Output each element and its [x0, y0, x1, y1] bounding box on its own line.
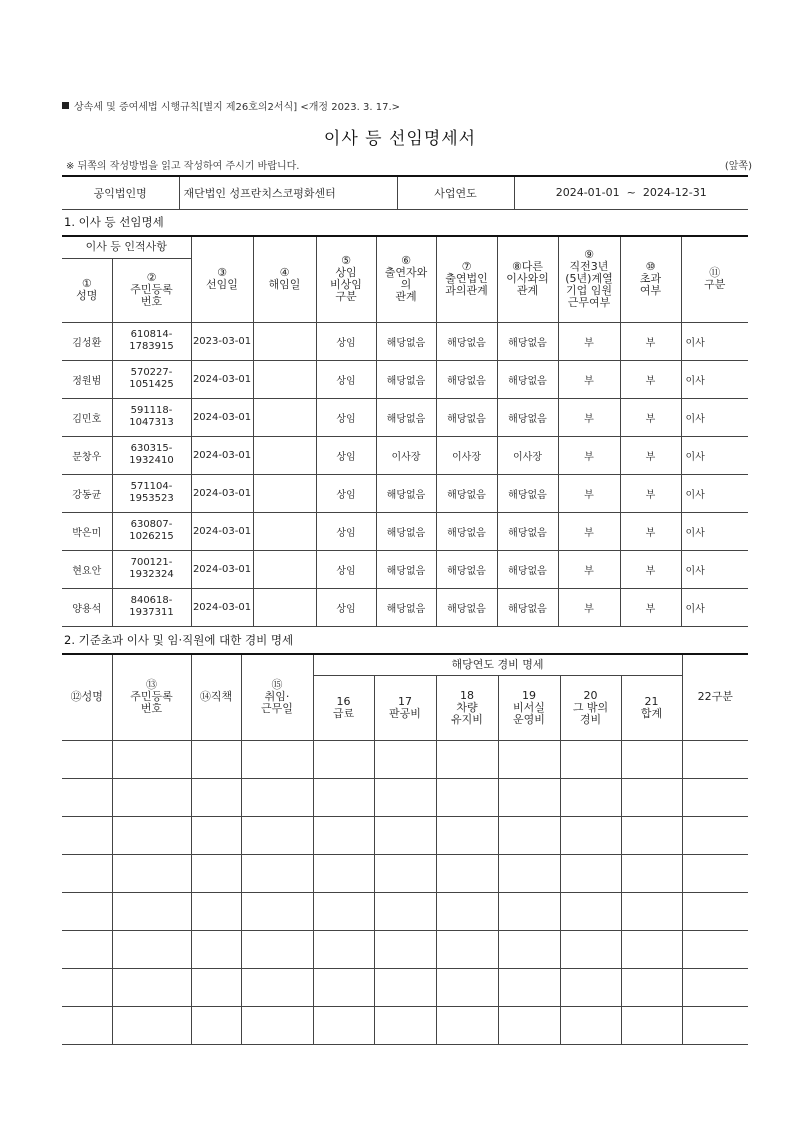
empty-cell: [682, 740, 748, 778]
cell-type: 이사: [681, 550, 748, 588]
cell-relation-donor: 해당없음: [376, 474, 436, 512]
corp-name-value: 재단법인 성프란치스코평화센터: [179, 176, 397, 209]
cell-relation-director: 이사장: [497, 436, 558, 474]
cell-dismiss-date: [253, 512, 316, 550]
cell-dismiss-date: [253, 436, 316, 474]
corp-info-table: [62, 175, 748, 210]
cell-relation-director: 해당없음: [497, 550, 558, 588]
cell-rrn: 630807- 1026215: [112, 512, 191, 550]
cell-affiliate-exec: 부: [558, 360, 620, 398]
cell-appoint-date: 2023-03-01: [191, 322, 253, 360]
cell-affiliate-exec: 부: [558, 512, 620, 550]
cell-relation-corp: 해당없음: [436, 398, 497, 436]
empty-cell: [436, 816, 498, 854]
cell-exceed: 부: [620, 398, 681, 436]
empty-cell: [436, 778, 498, 816]
cell-standing: 상임: [316, 436, 376, 474]
cell-relation-corp: 해당없음: [436, 588, 497, 626]
cell-exceed: 부: [620, 360, 681, 398]
cell-type: 이사: [681, 436, 748, 474]
personal-info-group-header: 이사 등 인적사항: [62, 236, 191, 258]
empty-cell: [436, 740, 498, 778]
empty-cell: [436, 892, 498, 930]
empty-cell: [191, 892, 241, 930]
cell-relation-director: 해당없음: [497, 398, 558, 436]
empty-cell: [313, 892, 374, 930]
cell-relation-director: 해당없음: [497, 322, 558, 360]
table-row: [62, 512, 748, 550]
header-standing: ⑤ 상임 비상임 구분: [316, 236, 376, 322]
corp-name-label: 공익법인명: [62, 176, 179, 209]
empty-cell: [621, 1006, 682, 1044]
cell-rrn: 700121- 1932324: [112, 550, 191, 588]
empty-cell: [62, 892, 112, 930]
empty-cell: [313, 930, 374, 968]
empty-cell: [313, 854, 374, 892]
cell-rrn: 610814- 1783915: [112, 322, 191, 360]
cell-appoint-date: 2024-03-01: [191, 512, 253, 550]
cell-relation-director: 해당없음: [497, 588, 558, 626]
header-rrn: ② 주민등록 번호: [112, 258, 191, 322]
empty-cell: [191, 930, 241, 968]
cell-dismiss-date: [253, 398, 316, 436]
empty-cell: [560, 930, 621, 968]
empty-cell: [374, 892, 436, 930]
fiscal-year-value: 2024-01-01 ~ 2024-12-31: [514, 176, 748, 209]
cell-type: 이사: [681, 322, 748, 360]
table-row: [62, 550, 748, 588]
empty-cell: [112, 892, 191, 930]
empty-cell: [621, 930, 682, 968]
cell-standing: 상임: [316, 550, 376, 588]
empty-cell: [682, 892, 748, 930]
header-type: ⑪ 구분: [681, 236, 748, 322]
cell-standing: 상임: [316, 322, 376, 360]
director-appointment-table: [62, 235, 748, 627]
empty-cell: [241, 930, 313, 968]
cell-relation-director: 해당없음: [497, 512, 558, 550]
empty-cell: [560, 740, 621, 778]
header-other-expense: 20 그 밖의 경비: [560, 675, 621, 740]
empty-cell: [112, 816, 191, 854]
table-row: [62, 968, 748, 1006]
cell-exceed: 부: [620, 322, 681, 360]
empty-cell: [374, 740, 436, 778]
cell-name: 강동균: [62, 474, 112, 512]
empty-cell: [621, 816, 682, 854]
empty-cell: [191, 778, 241, 816]
empty-cell: [241, 816, 313, 854]
empty-cell: [682, 930, 748, 968]
header-appoint-date: ③ 선임일: [191, 236, 253, 322]
empty-cell: [560, 968, 621, 1006]
empty-cell: [241, 1006, 313, 1044]
empty-cell: [682, 968, 748, 1006]
empty-cell: [241, 778, 313, 816]
empty-cell: [498, 892, 560, 930]
empty-cell: [313, 816, 374, 854]
cell-rrn: 840618- 1937311: [112, 588, 191, 626]
empty-cell: [112, 968, 191, 1006]
cell-dismiss-date: [253, 322, 316, 360]
header-exceed: ⑩ 초과 여부: [620, 236, 681, 322]
cell-affiliate-exec: 부: [558, 322, 620, 360]
cell-name: 문창우: [62, 436, 112, 474]
cell-name: 김성환: [62, 322, 112, 360]
cell-relation-donor: 해당없음: [376, 322, 436, 360]
empty-cell: [191, 1006, 241, 1044]
instruction-note: ※ 뒤쪽의 작성방법을 읽고 작성하여 주시기 바랍니다.: [66, 161, 300, 172]
regulation-note: [62, 98, 400, 113]
cell-relation-donor: 이사장: [376, 436, 436, 474]
empty-cell: [682, 816, 748, 854]
cell-standing: 상임: [316, 360, 376, 398]
cell-affiliate-exec: 부: [558, 550, 620, 588]
empty-cell: [112, 778, 191, 816]
cell-appoint-date: 2024-03-01: [191, 360, 253, 398]
header-type-2: 22구분: [682, 654, 748, 740]
empty-cell: [191, 740, 241, 778]
cell-appoint-date: 2024-03-01: [191, 474, 253, 512]
cell-appoint-date: 2024-03-01: [191, 398, 253, 436]
empty-cell: [498, 740, 560, 778]
empty-cell: [560, 778, 621, 816]
table-row: [62, 816, 748, 854]
empty-cell: [62, 968, 112, 1006]
empty-cell: [374, 1006, 436, 1044]
empty-cell: [436, 930, 498, 968]
header-vehicle: 18 차량 유지비: [436, 675, 498, 740]
cell-type: 이사: [681, 360, 748, 398]
header-name: ① 성명: [62, 258, 112, 322]
table-row: [62, 930, 748, 968]
empty-cell: [313, 740, 374, 778]
cell-name: 박은미: [62, 512, 112, 550]
empty-cell: [374, 816, 436, 854]
empty-cell: [374, 778, 436, 816]
table-row: [62, 398, 748, 436]
table-row: [62, 854, 748, 892]
fiscal-year-label: 사업연도: [397, 176, 514, 209]
cell-relation-corp: 이사장: [436, 436, 497, 474]
empty-cell: [498, 930, 560, 968]
table-row: [62, 436, 748, 474]
empty-cell: [62, 854, 112, 892]
cell-dismiss-date: [253, 474, 316, 512]
empty-cell: [313, 968, 374, 1006]
regulation-text: 상속세 및 증여세법 시행규칙[별지 제26호의2서식] <개정 2023. 3. 17.>: [74, 102, 401, 113]
empty-cell: [374, 968, 436, 1006]
empty-cell: [112, 740, 191, 778]
cell-standing: 상임: [316, 474, 376, 512]
cell-affiliate-exec: 부: [558, 474, 620, 512]
empty-cell: [62, 816, 112, 854]
empty-cell: [112, 854, 191, 892]
cell-type: 이사: [681, 398, 748, 436]
empty-cell: [112, 930, 191, 968]
empty-cell: [436, 1006, 498, 1044]
table-row: [62, 778, 748, 816]
empty-cell: [498, 778, 560, 816]
empty-cell: [560, 816, 621, 854]
empty-cell: [241, 968, 313, 1006]
cell-dismiss-date: [253, 588, 316, 626]
empty-cell: [313, 778, 374, 816]
cell-relation-corp: 해당없음: [436, 322, 497, 360]
empty-cell: [498, 854, 560, 892]
empty-cell: [498, 1006, 560, 1044]
empty-cell: [560, 892, 621, 930]
empty-cell: [241, 854, 313, 892]
table-row: [62, 360, 748, 398]
cell-relation-donor: 해당없음: [376, 512, 436, 550]
empty-cell: [191, 968, 241, 1006]
cell-type: 이사: [681, 474, 748, 512]
empty-cell: [498, 816, 560, 854]
header-total: 21 합계: [621, 675, 682, 740]
header-rrn-2: ⑬ 주민등록 번호: [112, 654, 191, 740]
cell-affiliate-exec: 부: [558, 436, 620, 474]
cell-relation-corp: 해당없음: [436, 550, 497, 588]
empty-cell: [621, 778, 682, 816]
empty-cell: [191, 854, 241, 892]
header-position: ⑭직책: [191, 654, 241, 740]
empty-cell: [621, 968, 682, 1006]
cell-standing: 상임: [316, 398, 376, 436]
cell-name: 양용석: [62, 588, 112, 626]
header-entertainment: 17 판공비: [374, 675, 436, 740]
cell-standing: 상임: [316, 588, 376, 626]
empty-cell: [62, 930, 112, 968]
header-dismiss-date: ④ 해임일: [253, 236, 316, 322]
cell-dismiss-date: [253, 360, 316, 398]
table-row: [62, 588, 748, 626]
empty-cell: [313, 1006, 374, 1044]
section2-title: 2. 기준초과 이사 및 임·직원에 대한 경비 명세: [64, 633, 294, 647]
section1-title: 1. 이사 등 선임명세: [64, 215, 164, 229]
empty-cell: [241, 892, 313, 930]
cell-name: 김민호: [62, 398, 112, 436]
cell-relation-donor: 해당없음: [376, 360, 436, 398]
header-relation-donor: ⑥ 출연자와 의 관계: [376, 236, 436, 322]
empty-cell: [560, 854, 621, 892]
empty-cell: [62, 740, 112, 778]
table-row: [62, 892, 748, 930]
cell-exceed: 부: [620, 436, 681, 474]
cell-name: 현요안: [62, 550, 112, 588]
empty-cell: [436, 854, 498, 892]
cell-appoint-date: 2024-03-01: [191, 550, 253, 588]
header-secretariat: 19 비서실 운영비: [498, 675, 560, 740]
cell-exceed: 부: [620, 550, 681, 588]
cell-appoint-date: 2024-03-01: [191, 588, 253, 626]
excess-expense-table: [62, 653, 748, 1045]
cell-relation-corp: 해당없음: [436, 360, 497, 398]
empty-cell: [241, 740, 313, 778]
cell-rrn: 571104- 1953523: [112, 474, 191, 512]
empty-cell: [498, 968, 560, 1006]
cell-exceed: 부: [620, 474, 681, 512]
empty-cell: [436, 968, 498, 1006]
empty-cell: [621, 740, 682, 778]
header-name-2: ⑫성명: [62, 654, 112, 740]
cell-relation-corp: 해당없음: [436, 512, 497, 550]
empty-cell: [112, 1006, 191, 1044]
empty-cell: [374, 930, 436, 968]
empty-cell: [374, 854, 436, 892]
header-affiliate-exec: ⑨ 직전3년 (5년)계열 기업 임원 근무여부: [558, 236, 620, 322]
empty-cell: [682, 1006, 748, 1044]
table-row: [62, 474, 748, 512]
expense-group-header: 해당연도 경비 명세: [313, 654, 682, 675]
header-salary: 16 급료: [313, 675, 374, 740]
cell-exceed: 부: [620, 588, 681, 626]
table-row: [62, 1006, 748, 1044]
empty-cell: [621, 854, 682, 892]
cell-relation-donor: 해당없음: [376, 398, 436, 436]
cell-type: 이사: [681, 512, 748, 550]
table-row: [62, 740, 748, 778]
cell-dismiss-date: [253, 550, 316, 588]
cell-relation-director: 해당없음: [497, 474, 558, 512]
header-start-date: ⑮ 취임· 근무일: [241, 654, 313, 740]
cell-relation-donor: 해당없음: [376, 550, 436, 588]
cell-rrn: 570227- 1051425: [112, 360, 191, 398]
empty-cell: [191, 816, 241, 854]
front-page-label: (앞쪽): [724, 161, 752, 172]
cell-rrn: 591118- 1047313: [112, 398, 191, 436]
empty-cell: [621, 892, 682, 930]
cell-name: 정원범: [62, 360, 112, 398]
square-bullet-icon: [62, 102, 69, 109]
cell-relation-director: 해당없음: [497, 360, 558, 398]
empty-cell: [62, 1006, 112, 1044]
header-relation-corp: ⑦ 출연법인 과의관계: [436, 236, 497, 322]
cell-affiliate-exec: 부: [558, 398, 620, 436]
cell-exceed: 부: [620, 512, 681, 550]
table-row: [62, 322, 748, 360]
cell-relation-corp: 해당없음: [436, 474, 497, 512]
empty-cell: [62, 778, 112, 816]
cell-rrn: 630315- 1932410: [112, 436, 191, 474]
empty-cell: [682, 778, 748, 816]
cell-affiliate-exec: 부: [558, 588, 620, 626]
empty-cell: [682, 854, 748, 892]
cell-relation-donor: 해당없음: [376, 588, 436, 626]
cell-appoint-date: 2024-03-01: [191, 436, 253, 474]
empty-cell: [560, 1006, 621, 1044]
cell-standing: 상임: [316, 512, 376, 550]
document-title: 이사 등 선임명세서: [323, 129, 477, 149]
header-relation-director: ⑧다른 이사와의 관계: [497, 236, 558, 322]
cell-type: 이사: [681, 588, 748, 626]
